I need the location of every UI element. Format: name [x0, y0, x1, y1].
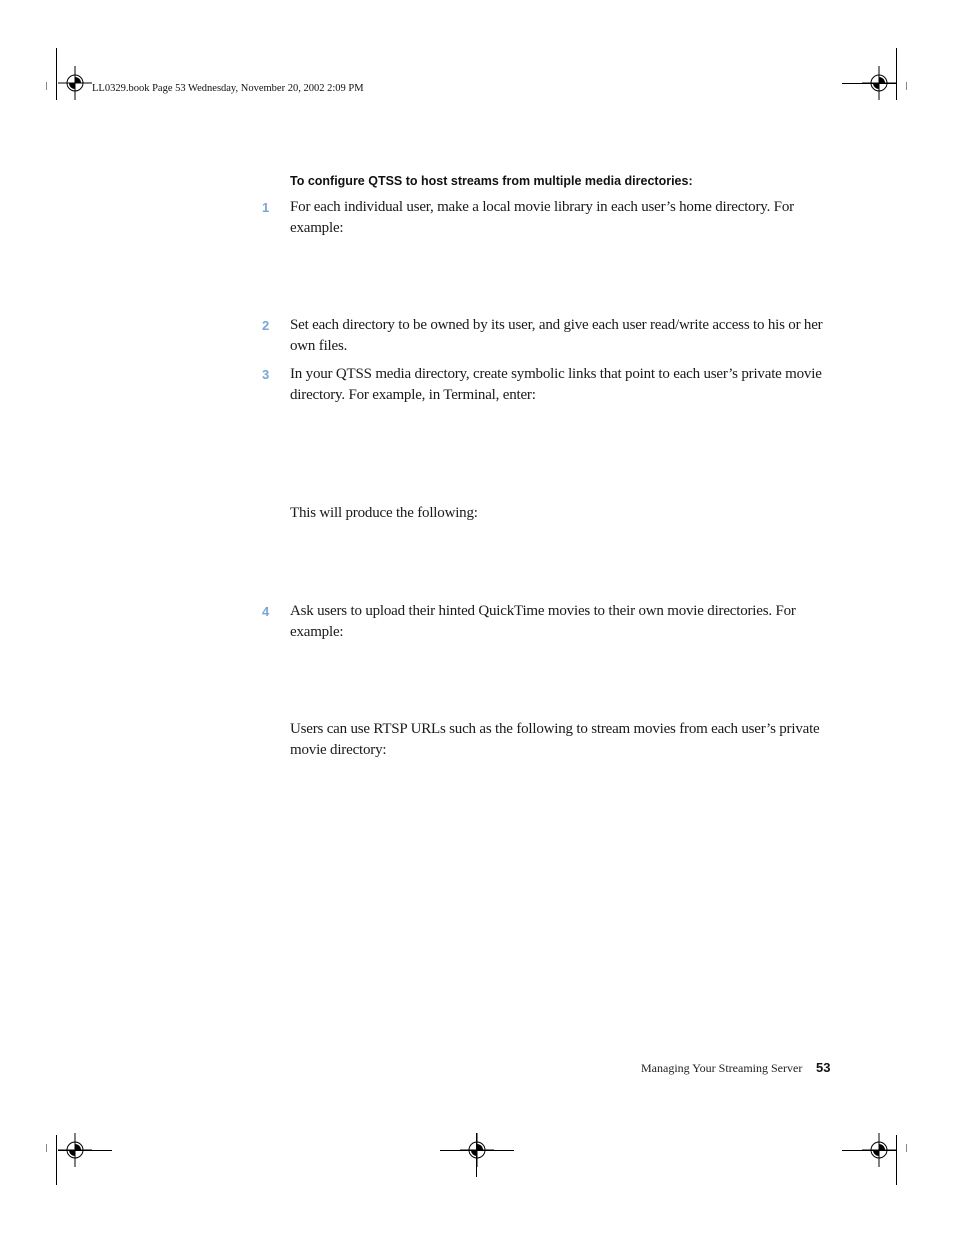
book-info: LL0329.book Page 53 Wednesday, November 20, 2002 2:09 PM [92, 83, 364, 94]
crop-mark [46, 1144, 47, 1152]
crop-mark [56, 1135, 57, 1185]
step-number: 4 [262, 604, 270, 619]
crop-mark [440, 1150, 514, 1151]
procedure-heading: To configure QTSS to host streams from multiple media directories: [290, 174, 693, 188]
crop-mark [476, 1133, 477, 1177]
crop-mark [842, 83, 896, 84]
registration-mark-icon [58, 66, 92, 100]
step-number: 2 [262, 318, 270, 333]
crop-mark [896, 48, 897, 100]
step-text: For each individual user, make a local movie library in each user’s home directory. For example: [290, 199, 794, 236]
crop-mark [906, 82, 907, 90]
crop-mark [896, 1135, 897, 1185]
crop-mark [842, 1150, 896, 1151]
page-number: 53 [816, 1060, 831, 1075]
step-text: In your QTSS media directory, create symbolic links that point to each user’s private movie directory. For example, in Terminal, enter: [290, 366, 822, 403]
step-text: Ask users to upload their hinted QuickTime movies to their own movie directories. For example: [290, 603, 796, 640]
step-number: 1 [262, 200, 270, 215]
step-number: 3 [262, 367, 270, 382]
step-result-text: This will produce the following: [290, 505, 478, 521]
step-note-text: Users can use RTSP URLs such as the following to stream movies from each user’s private movie directory: [290, 721, 820, 758]
crop-mark [906, 1144, 907, 1152]
crop-mark [56, 48, 57, 100]
crop-mark [58, 1150, 112, 1151]
footer-chapter-title: Managing Your Streaming Server [641, 1061, 803, 1075]
crop-mark [46, 82, 47, 90]
step-text: Set each directory to be owned by its user, and give each user read/write access to his or her own files. [290, 317, 823, 354]
